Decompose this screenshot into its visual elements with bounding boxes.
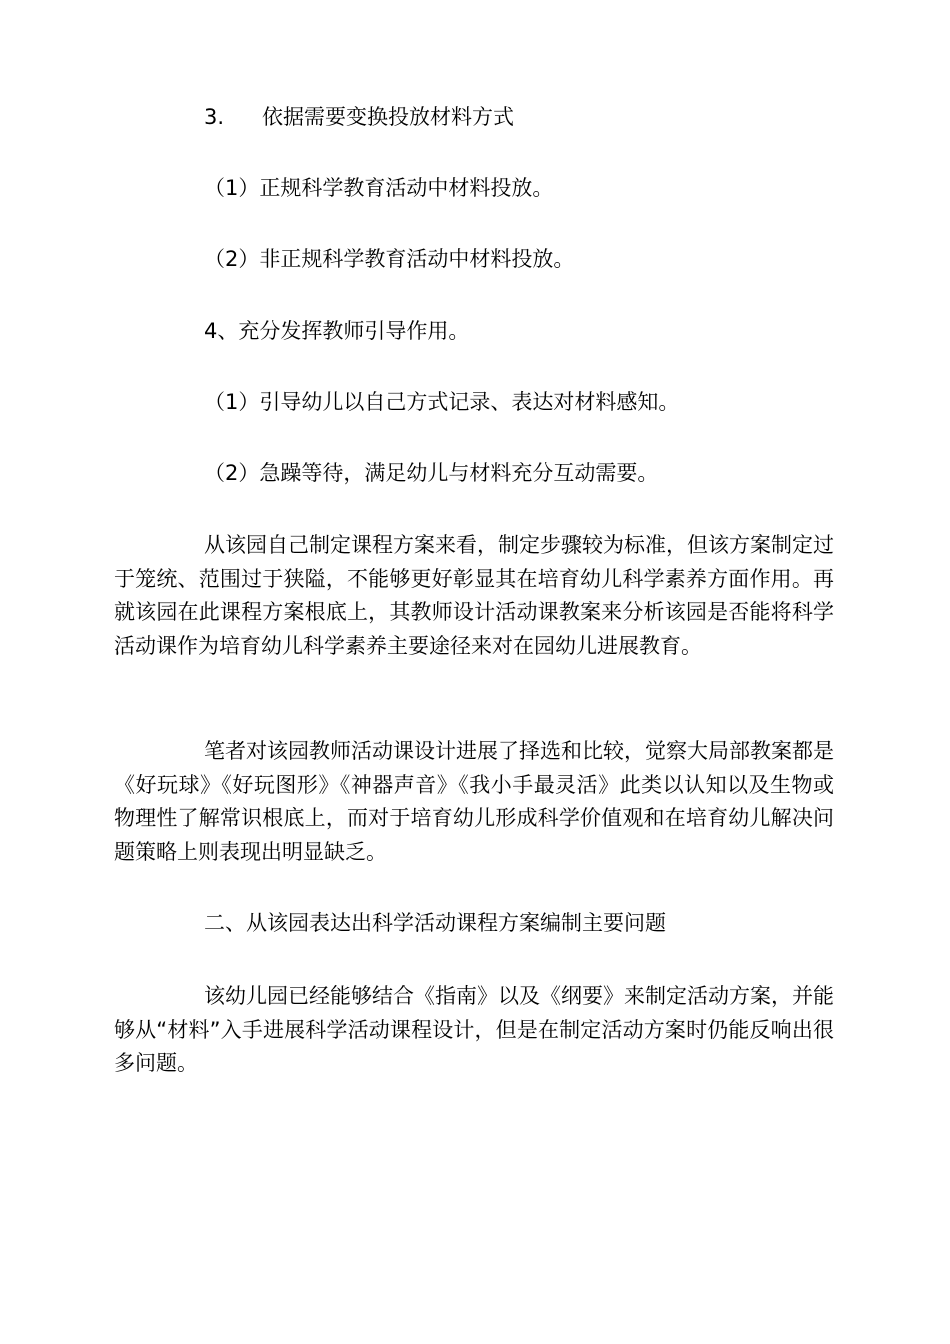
sub-item-3-2: （2）非正规科学教育活动中材料投放。	[204, 247, 575, 271]
list-item-text: 依据需要变换投放材料方式	[262, 105, 514, 129]
list-item-4: 4、充分发挥教师引导作用。	[204, 319, 470, 343]
list-item-number: 3.	[204, 105, 225, 129]
paragraph-curriculum-analysis: 从该园自己制定课程方案来看，制定步骤较为标准，但该方案制定过于笼统、范围过于狭隘，不能够更好彰显其在培育幼儿科学素养方面作用。再就该园在此课程方案根底上，其教师设计活动课教案来分析该园是否能将科学活动课作为培育幼儿科学素养主要途径来对在园幼儿进展教育。	[114, 533, 834, 658]
sub-item-4-2: （2）急躁等待，满足幼儿与材料充分互动需要。	[204, 461, 659, 485]
paragraph-activity-plan-problems: 该幼儿园已经能够结合《指南》以及《纲要》来制定活动方案，并能够从“材料”入手进展科学活动课程设计，但是在制定活动方案时仍能反响出很多问题。	[114, 984, 834, 1075]
sub-item-4-1: （1）引导幼儿以自己方式记录、表达对材料感知。	[204, 390, 680, 414]
paragraph-lesson-plan-comparison: 笔者对该园教师活动课设计进展了择选和比较，觉察大局部教案都是《好玩球》《好玩图形》《神器声音》《我小手最灵活》此类以认知以及生物或物理性了解常识根底上，而对于培育幼儿形成科学价值观和在培育幼儿解决问题策略上则表现出明显缺乏。	[114, 739, 834, 864]
list-item-3	[204, 101, 514, 133]
section-heading-2: 二、从该园表达出科学活动课程方案编制主要问题	[204, 911, 666, 935]
sub-item-3-1: （1）正规科学教育活动中材料投放。	[204, 176, 554, 200]
